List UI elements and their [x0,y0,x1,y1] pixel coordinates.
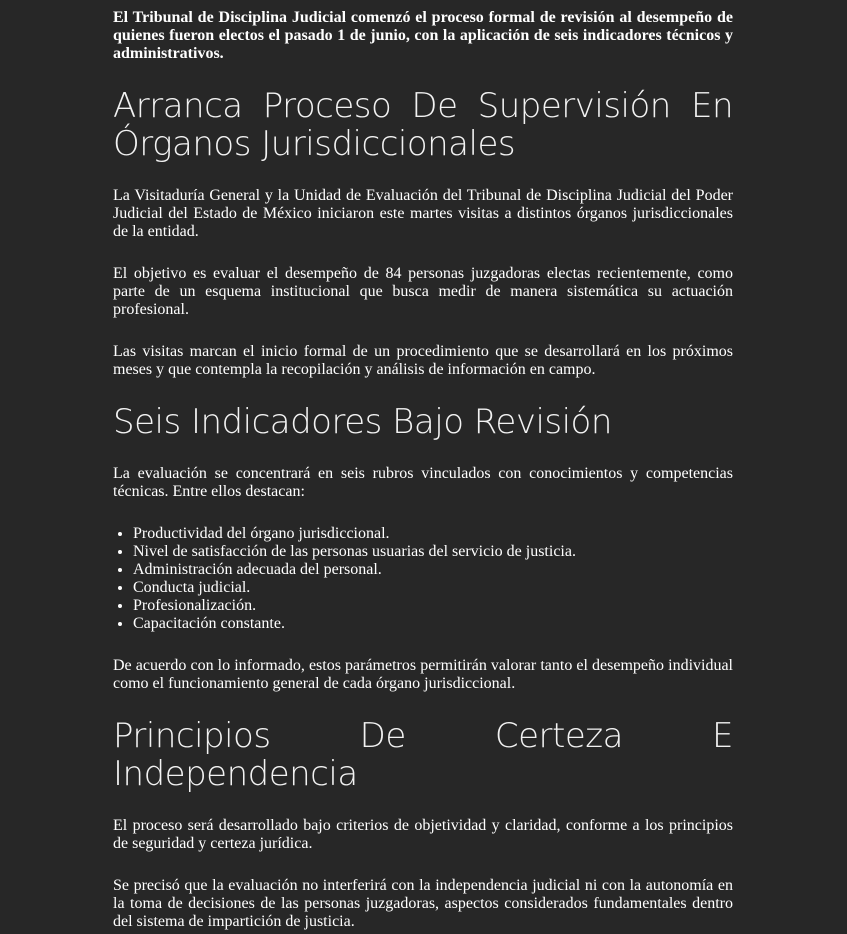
paragraph: El objetivo es evaluar el desempeño de 84 personas juzgadoras electas recientemente, como parte de un esquema institucional que busca medir de manera sistemática su actuación profesional. [113,265,733,318]
list-item: • Productividad del órgano jurisdiccional. [133,525,733,543]
list-item: • Capacitación constante. [133,615,733,633]
paragraph: La evaluación se concentrará en seis rubros vinculados con conocimientos y competencias técnicas. Entre ellos destacan: [113,465,733,500]
paragraph: De acuerdo con lo informado, estos parámetros permitirán valorar tanto el desempeño individual como el funcionamiento general de cada órgano jurisdiccional. [113,657,733,692]
indicator-list [113,525,733,633]
section-heading-indicators: Seis Indicadores Bajo Revisión [113,402,612,442]
list-item: • Nivel de satisfacción de las personas usuarias del servicio de justicia. [133,543,733,561]
section-heading-principles: Principios De Certeza E Independencia [113,716,733,794]
article-lead: El Tribunal de Disciplina Judicial comenzó el proceso formal de revisión al desempeño de quienes fueron electos el pasado 1 de junio, con la aplicación de seis indicadores técnicos y administrativos. [113,9,733,62]
section-heading-supervision: Arranca Proceso De Supervisión En Órganos Jurisdiccionales [113,86,733,164]
article-body [113,9,733,934]
paragraph: Las visitas marcan el inicio formal de un procedimiento que se desarrollará en los próximos meses y que contempla la recopilación y análisis de información en campo. [113,343,733,378]
paragraph: La Visitaduría General y la Unidad de Evaluación del Tribunal de Disciplina Judicial del Poder Judicial del Estado de México iniciaron este martes visitas a distintos órganos jurisdiccionales de la entidad. [113,187,733,240]
list-item: • Administración adecuada del personal. [133,561,733,579]
paragraph: El proceso será desarrollado bajo criterios de objetividad y claridad, conforme a los principios de seguridad y certeza jurídica. [113,817,733,852]
paragraph: Se precisó que la evaluación no interferirá con la independencia judicial ni con la autonomía en la toma de decisiones de las personas juzgadoras, aspectos considerados fundamentales dentro del sistema de impartición de justicia. [113,877,733,930]
list-item: • Profesionalización. [133,597,733,615]
list-item: • Conducta judicial. [133,579,733,597]
